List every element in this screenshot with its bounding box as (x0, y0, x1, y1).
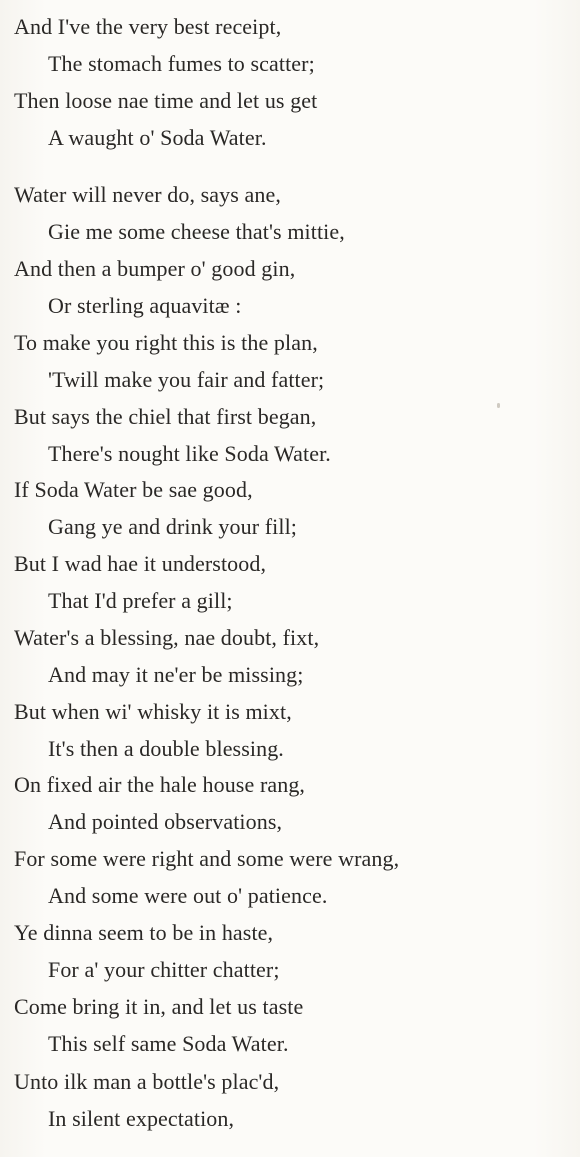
verse-line: Gang ye and drink your fill; (48, 514, 298, 539)
verse-line: But says the chiel that first began, (14, 404, 317, 429)
verse-line: For some were right and some were wrang, (14, 846, 400, 871)
verse-line: For a' your chitter chatter; (48, 957, 280, 982)
verse-line: But I wad hae it understood, (14, 551, 267, 576)
verse-line: And some were out o' patience. (48, 883, 328, 908)
verse-line: This self same Soda Water. (48, 1031, 289, 1056)
verse-line: And may it ne'er be missing; (48, 662, 304, 687)
verse-line: Ye dinna seem to be in haste, (14, 920, 274, 945)
verse-line: In silent expectation, (48, 1106, 235, 1131)
verse-line: There's nought like Soda Water. (48, 441, 331, 466)
verse-line: 'Twill make you fair and fatter; (48, 367, 325, 392)
verse-line: On fixed air the hale house rang, (14, 772, 306, 797)
verse-line: That I'd prefer a gill; (48, 588, 233, 613)
verse-line: Come bring it in, and let us taste (14, 994, 304, 1019)
verse-line: And pointed observations, (48, 809, 283, 834)
verse-line: Or sterling aquavitæ : (48, 293, 242, 318)
verse-line: Gie me some cheese that's mittie, (48, 219, 345, 244)
verse-line: Unto ilk man a bottle's plac'd, (14, 1069, 280, 1094)
verse-line: Water's a blessing, nae doubt, fixt, (14, 625, 320, 650)
verse-line: And then a bumper o' good gin, (14, 256, 296, 281)
verse-line: Then loose nae time and let us get (14, 88, 318, 113)
verse-line: To make you right this is the plan, (14, 330, 318, 355)
verse-line: The stomach fumes to scatter; (48, 51, 315, 76)
verse-line: If Soda Water be sae good, (14, 477, 253, 502)
verse-line: A waught o' Soda Water. (48, 125, 267, 150)
verse-line: But when wi' whisky it is mixt, (14, 699, 292, 724)
verse-line: It's then a double blessing. (48, 736, 284, 761)
verse-line: And I've the very best receipt, (14, 14, 282, 39)
verse-line: Water will never do, says ane, (14, 182, 281, 207)
paper-speck (497, 403, 500, 408)
